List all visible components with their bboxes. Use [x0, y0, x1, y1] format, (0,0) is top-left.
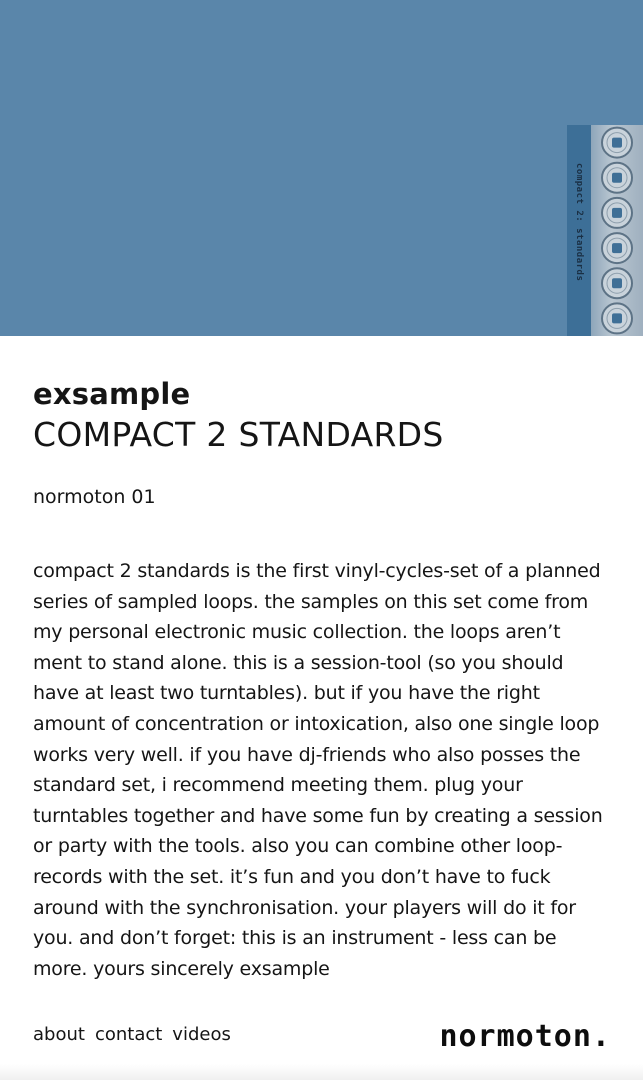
bottom-fade	[0, 1064, 643, 1080]
nav-link-about[interactable]: about	[33, 1024, 85, 1045]
record-box-spine	[567, 125, 591, 336]
artist-name: exsample	[33, 377, 191, 411]
vinyl-record-icon	[602, 163, 632, 193]
vinyl-stack-graphic	[591, 125, 643, 336]
nav-link-videos[interactable]: videos	[172, 1024, 231, 1045]
record-box-image	[567, 125, 643, 336]
vinyl-record-icon	[602, 233, 632, 263]
spine-label: compact 2: standards	[574, 163, 584, 282]
brand-logo[interactable]: normoton.	[439, 1019, 611, 1054]
catalog-number: normoton 01	[33, 486, 156, 508]
vinyl-record-icon	[602, 128, 632, 158]
footer-nav	[33, 1024, 231, 1045]
nav-link-contact[interactable]: contact	[94, 1024, 163, 1045]
vinyl-record-icon	[602, 303, 632, 333]
release-description: compact 2 standards is the first vinyl-cycles-set of a planned series of sampled loops. the samples on this set come from my personal electronic music collection. the loops aren’t ment to stand alone. this is a session-tool (so you should have at least two turntables). but if you have the right amount of concentration or intoxication, also one single loop works very well. if you have dj-friends who also posses the standard set, i recommend meeting them. plug your turntables together and have some fun by creating a session or party with the tools. also you can combine other loop-records with the set. it’s fun and you don’t have to fuck around with the synchronisation. your players will do it for you. and don’t forget: this is an instrument - less can be more. yours sincerely exsample	[33, 560, 603, 980]
release-header	[33, 377, 444, 455]
vinyl-record-icon	[602, 198, 632, 228]
vinyl-record-icon	[602, 268, 632, 298]
vinyl-stack	[591, 125, 643, 336]
hero-banner	[0, 0, 643, 336]
release-title: COMPACT 2 STANDARDS	[33, 415, 444, 454]
